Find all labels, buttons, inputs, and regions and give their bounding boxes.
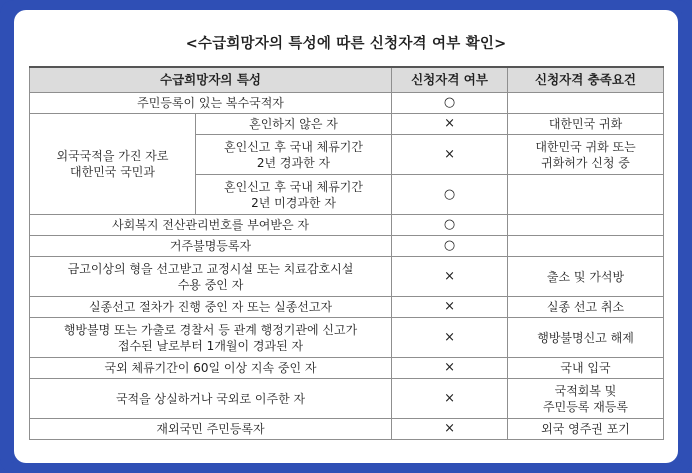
eligibility-table (29, 66, 664, 440)
requirement-cell (508, 236, 664, 257)
foreign-group-label (30, 114, 196, 215)
header-characteristic: 수급희망자의 특성 (30, 67, 392, 93)
table-row (30, 114, 664, 135)
table-row (30, 358, 664, 379)
requirement-cell (508, 93, 664, 114)
table-row (30, 257, 664, 297)
requirement-cell (508, 175, 664, 215)
row-label-line2: 접수된 날로부터 1개월이 경과된 자 (117, 338, 304, 353)
table-row (30, 93, 664, 114)
eligibility-mark: × (392, 318, 508, 358)
row-label: 사회복지 전산관리번호를 부여받은 자 (30, 215, 392, 236)
requirement-cell: 출소 및 가석방 (508, 257, 664, 297)
eligibility-mark: × (392, 419, 508, 440)
row-label: 실종선고 절차가 진행 중인 자 또는 실종선고자 (30, 297, 392, 318)
row-label: 혼인하지 않은 자 (196, 114, 392, 135)
requirement-cell (508, 135, 664, 175)
table-title: <수급희망자의 특성에 따른 신청자격 여부 확인> (185, 36, 507, 52)
eligibility-mark: ○ (392, 93, 508, 114)
header-row (30, 67, 664, 93)
row-label-line2: 2년 미경과한 자 (251, 195, 336, 210)
row-label: 국적을 상실하거나 국외로 이주한 자 (30, 379, 392, 419)
eligibility-mark: × (392, 257, 508, 297)
eligibility-mark: × (392, 358, 508, 379)
header-eligibility: 신청자격 여부 (392, 67, 508, 93)
requirement-cell (508, 215, 664, 236)
table-row (30, 215, 664, 236)
row-label (196, 135, 392, 175)
table-row (30, 379, 664, 419)
row-label (30, 318, 392, 358)
table-row (30, 318, 664, 358)
table-row (30, 297, 664, 318)
row-label-line1: 행방불명 또는 가출로 경찰서 등 관계 행정기관에 신고가 (63, 322, 358, 337)
eligibility-mark: × (392, 114, 508, 135)
requirement-cell (508, 379, 664, 419)
table-row (30, 236, 664, 257)
table-row (30, 419, 664, 440)
eligibility-mark: ○ (392, 175, 508, 215)
row-label: 거주불명등록자 (30, 236, 392, 257)
requirement-line1: 대한민국 귀화 또는 (535, 139, 636, 154)
requirement-line1: 국적회복 및 (554, 383, 617, 398)
requirement-cell: 대한민국 귀화 (508, 114, 664, 135)
eligibility-mark: × (392, 135, 508, 175)
requirement-cell: 외국 영주권 포기 (508, 419, 664, 440)
foreign-group-line1: 외국국적을 가진 자로 (56, 149, 169, 163)
row-label-line2: 2년 경과한 자 (256, 155, 331, 170)
eligibility-mark: ○ (392, 236, 508, 257)
row-label: 국외 체류기간이 60일 이상 지속 중인 자 (30, 358, 392, 379)
eligibility-mark: × (392, 379, 508, 419)
requirement-cell: 실종 선고 취소 (508, 297, 664, 318)
header-requirement: 신청자격 충족요건 (508, 67, 664, 93)
row-label: 재외국민 주민등록자 (30, 419, 392, 440)
requirement-cell: 행방불명신고 해제 (508, 318, 664, 358)
requirement-line2: 주민등록 재등록 (543, 399, 628, 414)
eligibility-mark: ○ (392, 215, 508, 236)
content-card (14, 10, 678, 463)
row-label-line1: 혼인신고 후 국내 체류기간 (224, 139, 363, 154)
requirement-line2: 귀화허가 신청 중 (541, 155, 630, 170)
foreign-group-line2: 대한민국 국민과 (70, 165, 155, 179)
row-label: 주민등록이 있는 복수국적자 (30, 93, 392, 114)
row-label (196, 175, 392, 215)
eligibility-mark: × (392, 297, 508, 318)
row-label (30, 257, 392, 297)
row-label-line1: 금고이상의 형을 선고받고 교정시설 또는 치료감호시설 (67, 261, 354, 276)
requirement-cell: 국내 입국 (508, 358, 664, 379)
row-label-line2: 수용 중인 자 (177, 277, 244, 292)
row-label-line1: 혼인신고 후 국내 체류기간 (224, 179, 363, 194)
